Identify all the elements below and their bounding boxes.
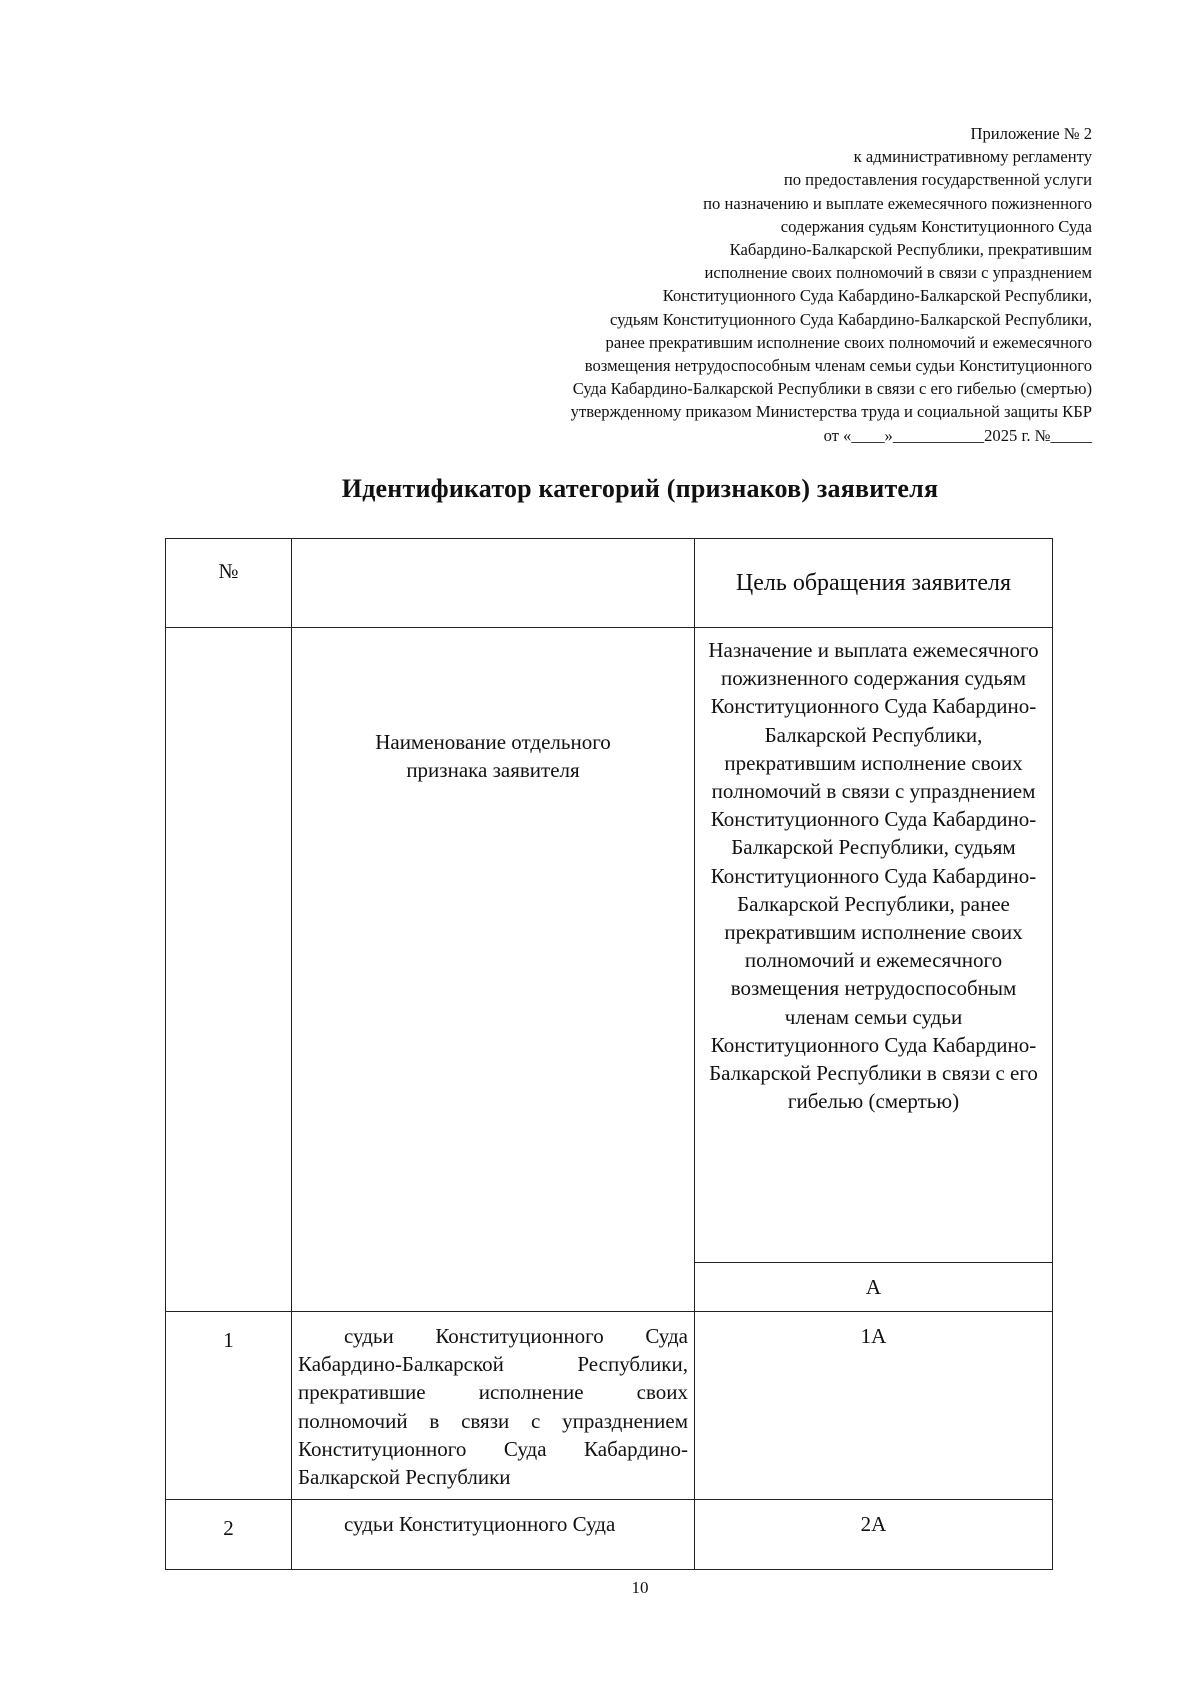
feature-name-text: Наименование отдельного признака заявителя <box>375 730 611 783</box>
feature-name-cell <box>292 628 695 1312</box>
appendix-line: Кабардино-Балкарской Республики, прекратившим <box>729 240 1092 260</box>
header-goal-cell: Цель обращения заявителя <box>695 539 1053 628</box>
header-empty-cell <box>292 539 695 628</box>
row-number-cell: 1 <box>166 1312 292 1500</box>
appendix-line: по предоставления государственной услуги <box>783 170 1092 190</box>
appendix-line: утвержденному приказом Министерства труда и социальной защиты КБР <box>570 402 1092 422</box>
header-number-cell: № <box>166 539 292 628</box>
table-row <box>166 1500 1053 1570</box>
table-header-row <box>166 539 1053 628</box>
table-row <box>166 628 1053 1263</box>
appendix-heading <box>392 122 1092 447</box>
goal-code-cell: А <box>695 1263 1053 1312</box>
appendix-line: к административному регламенту <box>853 147 1092 167</box>
applicant-category-table <box>165 538 1053 1570</box>
appendix-line: исполнение своих полномочий в связи с упразднением <box>704 263 1092 283</box>
row-number-cell: 2 <box>166 1500 292 1570</box>
table-row <box>166 1312 1053 1500</box>
document-title: Идентификатор категорий (признаков) заявителя <box>341 474 939 503</box>
appendix-line: возмещения нетрудоспособным членам семьи судьи Конституционного <box>584 356 1092 376</box>
appendix-line: ранее прекратившим исполнение своих полномочий и ежемесячного <box>605 332 1092 352</box>
row-code-cell: 1А <box>695 1312 1053 1500</box>
appendix-line: Суда Кабардино-Балкарской Республики в связи с его гибелью (смертью) <box>572 379 1092 399</box>
row-text-cell: судьи Конституционного Суда Кабардино-Балкарской Республики, прекратившие исполнение своих полномочий в связи с упразднением Конституционного Суда Кабардино-Балкарской Республики <box>292 1312 695 1500</box>
appendix-line: содержания судьям Конституционного Суда <box>780 216 1092 236</box>
appendix-line: Приложение № 2 <box>970 124 1092 143</box>
appendix-line: по назначению и выплате ежемесячного пожизненного <box>703 193 1092 213</box>
row-text-cell: судьи Конституционного Суда <box>292 1500 695 1570</box>
appendix-line: Конституционного Суда Кабардино-Балкарской Республики, <box>662 286 1092 306</box>
number-empty-cell <box>166 628 292 1312</box>
row-code-cell: 2А <box>695 1500 1053 1570</box>
appendix-date-line: от «____»___________2025 г. №_____ <box>823 425 1092 445</box>
appendix-line: судьям Конституционного Суда Кабардино-Балкарской Республики, <box>610 309 1092 329</box>
page-number: 10 <box>631 1578 649 1597</box>
goal-description-cell: Назначение и выплата ежемесячного пожизненного содержания судьям Конституционного Суда Кабардино-Балкарской Республики, прекратившим исполнение своих полномочий в связи с упразднением Конституционного Суда Кабардино-Балкарской Республики, судьям Конституционного Суда Кабардино-Балкарской Республики, ранее прекратившим исполнение своих полномочий и ежемесячного возмещения нетрудоспособным членам семьи судьи Конституционного Суда Кабардино-Балкарской Республики в связи с его гибелью (смертью) <box>695 628 1053 1263</box>
